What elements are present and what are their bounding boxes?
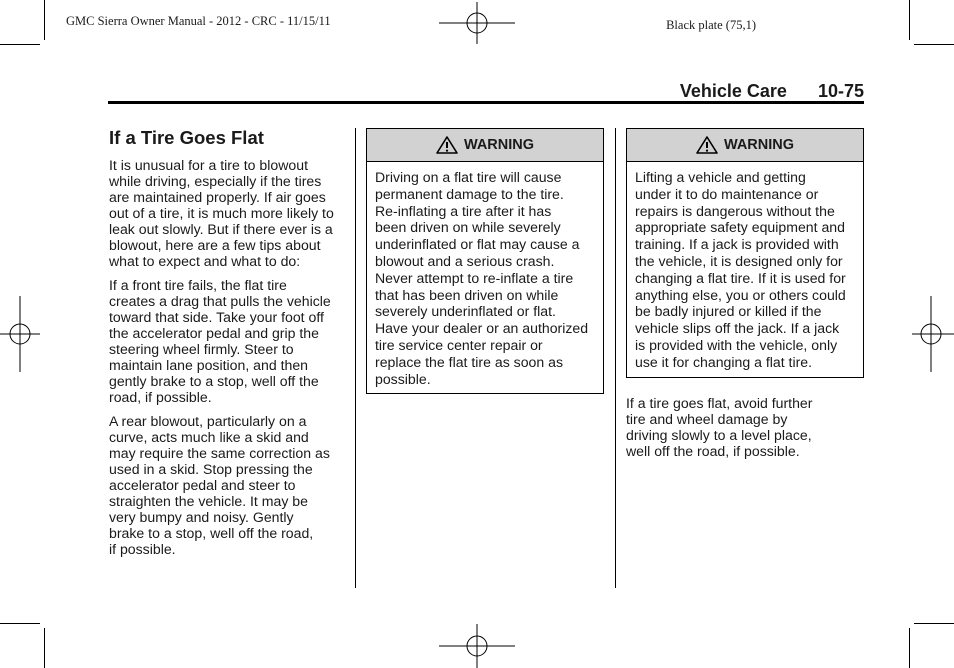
crop-mark (0, 623, 40, 624)
column-3 (626, 128, 864, 467)
crop-mark (914, 623, 954, 624)
warning-box (626, 128, 864, 378)
crop-mark (909, 0, 910, 40)
warning-triangle-icon (436, 136, 458, 154)
running-header (680, 81, 864, 102)
crop-mark (44, 0, 45, 40)
warning-text: Driving on a flat tire will cause permanent damage to the tire. Re-inflating a tire after it has been driven on while severely underinflated or flat may cause a blowout and a serious crash. Never attempt to re-inflate a tire that has been driven on while severely underinflated or flat. Have your dealer or an authorized tire service center repair or replace the flat tire as soon as possible. (375, 169, 589, 387)
body-paragraph: It is unusual for a tire to blowout while driving, especially if the tires are maintained properly. If air goes out of a tire, it is much more likely to leak out slowly. But if there ever is a blowout, here are a few tips about what to expect and what to do: (109, 157, 334, 269)
body-paragraph: A rear blowout, particularly on a curve, acts much like a skid and may require the same correction as used in a skid. Stop pressing the accelerator pedal and steer to straighten the vehicle. It may be very bumpy and noisy. Gently brake to a stop, well off the road, if possible. (109, 413, 330, 557)
registration-mark-icon (912, 296, 954, 372)
registration-mark-icon (0, 296, 40, 372)
registration-mark-icon (439, 624, 515, 668)
crop-mark (914, 44, 954, 45)
column-2 (366, 128, 604, 394)
crop-mark (909, 628, 910, 668)
page-number: 10-75 (817, 81, 864, 101)
body-paragraph: If a tire goes flat, avoid further tire and wheel damage by driving slowly to a level place, well off the road, if possible. (626, 394, 813, 459)
column-divider (615, 128, 616, 588)
warning-text: Lifting a vehicle and getting under it to do maintenance or repairs is dangerous without the appropriate safety equipment and training. If a jack is provided with the vehicle, it is designed only for changing a flat tire. If it is used for anything else, you or others could be badly injured or killed if the vehicle slips off the jack. If a jack is provided with the vehicle, only use it for changing a flat tire. (635, 169, 846, 370)
column-1 (109, 128, 345, 565)
warning-label: WARNING (463, 137, 535, 153)
warning-box (366, 128, 604, 394)
column-divider (355, 128, 356, 588)
plate-info-left: GMC Sierra Owner Manual - 2012 - CRC - 11/15/11 (66, 14, 331, 28)
warning-label: WARNING (723, 137, 795, 153)
warning-header (367, 129, 603, 162)
body-paragraph: If a front tire fails, the flat tire creates a drag that pulls the vehicle toward that side. Take your foot off the accelerator pedal and grip the steering wheel firmly. Steer to maintain lane position, and then gently brake to a stop, well off the road, if possible. (109, 277, 331, 405)
warning-triangle-icon (696, 136, 718, 154)
header-rule (108, 101, 864, 104)
warning-header (627, 129, 863, 162)
section-title: Vehicle Care (679, 81, 787, 101)
crop-mark (44, 628, 45, 668)
section-heading: If a Tire Goes Flat (109, 127, 264, 148)
registration-mark-icon (439, 2, 515, 44)
plate-info-right: Black plate (75,1) (666, 18, 756, 32)
crop-mark (0, 44, 40, 45)
